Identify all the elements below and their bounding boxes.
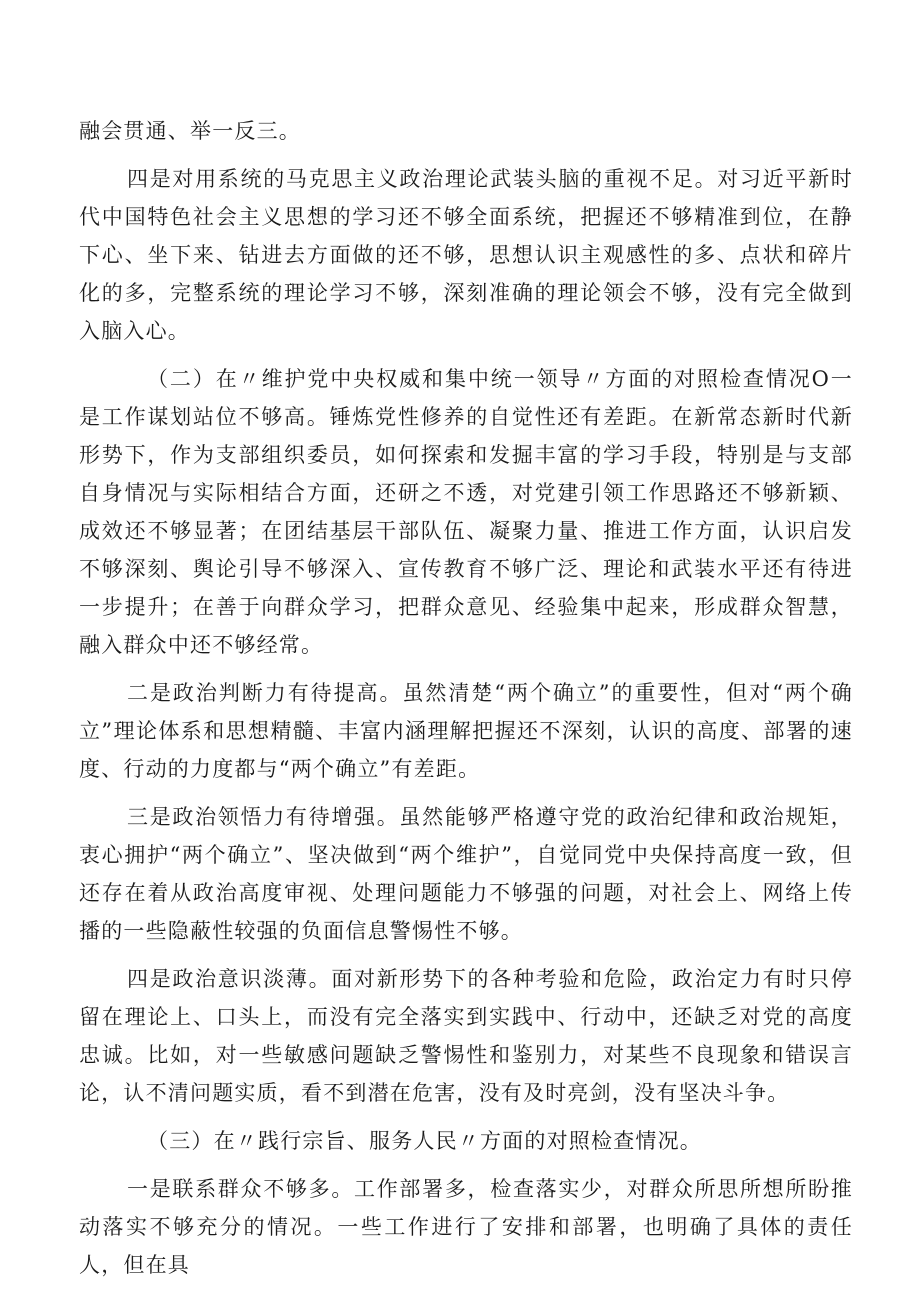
paragraph-point-two-judgment: 二是政治判断力有待提高。虽然清楚“两个确立”的重要性，但对“两个确立”理论体系和思想精髓、丰富内涵理解把握还不深刻，认识的高度、部署的速度、行动的力度都与“两个确立”有差距。 — [79, 681, 853, 781]
paragraph-section-three-heading: （三）在〃践行宗旨、服务人民〃方面的对照检查情况。 — [147, 1129, 702, 1153]
paragraph-point-one-masses: 一是联系群众不够多。工作部署多，检查落实少，对群众所思所想所盼推动落实不够充分的情况。一些工作进行了安排和部署，也明确了具体的责任人，但在具 — [79, 1177, 853, 1277]
document-page — [79, 112, 853, 1284]
paragraph-section-two: （二）在〃维护党中央权威和集中统一领导〃方面的对照检查情况O一是工作谋划站位不够高。锤炼党性修养的自觉性还有差距。在新常态新时代新形势下，作为支部组织委员，如何探索和发掘丰富的学习手段，特别是与支部自身情况与实际相结合方面，还研之不透，对党建引领工作思路还不够新颖、成效还不够显著；在团结基层干部队伍、凝聚力量、推进工作方面，认识启发不够深刻、舆论引导不够深入、宣传教育不够广泛、理论和武装水平还有待进一步提升；在善于向群众学习，把群众意见、经验集中起来，形成群众智慧，融入群众中还不够经常。 — [79, 367, 853, 657]
paragraph-continuation: 融会贯通、举一反三。 — [79, 119, 301, 143]
paragraph-point-three-comprehension: 三是政治领悟力有待增强。虽然能够严格遵守党的政治纪律和政治规矩，衷心拥护“两个确立”、坚决做到“两个维护”，自觉同党中央保持高度一致，但还存在着从政治高度审视、处理问题能力不够强的问题，对社会上、网络上传播的一些隐蔽性较强的负面信息警惕性不够。 — [79, 805, 853, 943]
paragraph-point-four-theory: 四是对用系统的马克思主义政治理论武装头脑的重视不足。对习近平新时代中国特色社会主义思想的学习还不够全面系统，把握还不够精准到位，在静下心、坐下来、钻进去方面做的还不够，思想认识主观感性的多、点状和碎片化的多，完整系统的理论学习不够，深刻准确的理论领会不够，没有完全做到入脑入心。 — [79, 167, 853, 343]
paragraph-point-four-awareness: 四是政治意识淡薄。面对新形势下的各种考验和危险，政治定力有时只停留在理论上、口头上，而没有完全落实到实践中、行动中，还缺乏对党的高度忠诚。比如，对一些敏感问题缺乏警惕性和鉴别力，对某些不良现象和错误言论，认不清问题实质，看不到潜在危害，没有及时亮剑，没有坚决斗争。 — [79, 967, 853, 1105]
